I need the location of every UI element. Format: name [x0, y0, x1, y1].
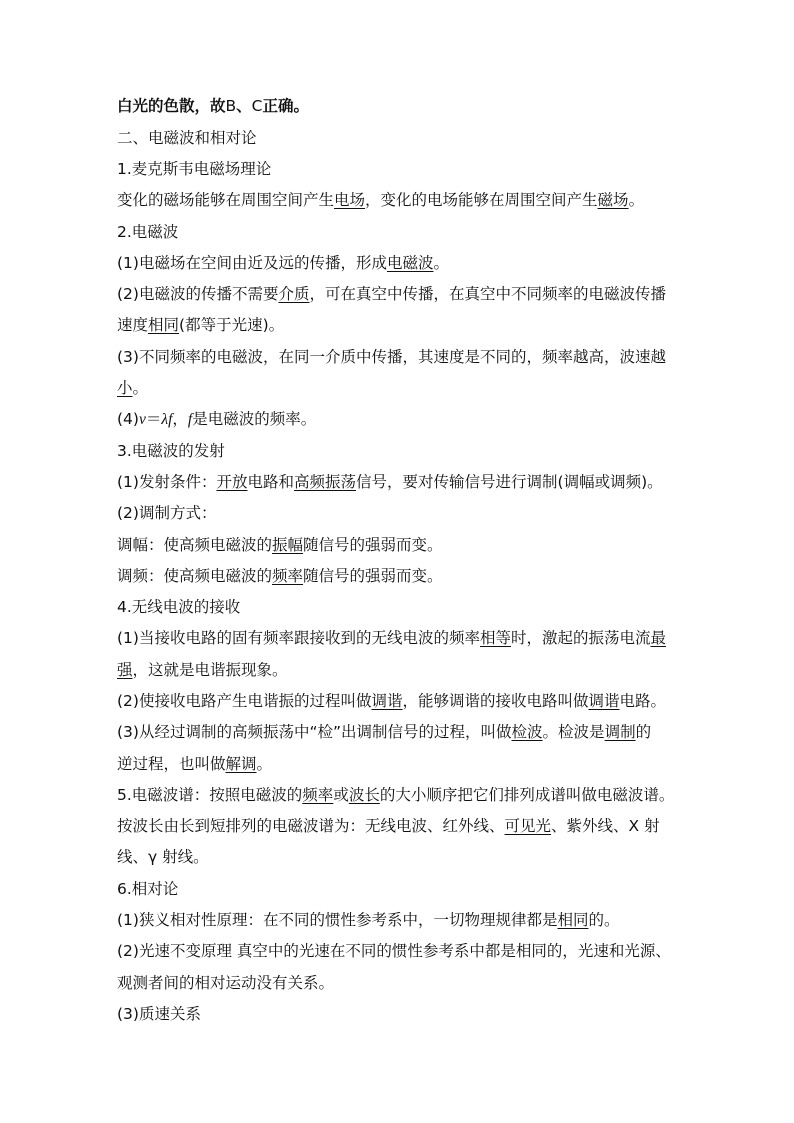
- text-line: (1)狭义相对性原理：在不同的惯性参考系中，一切物理规律都是相同的。: [117, 911, 620, 929]
- text-line: (3)质速关系: [117, 1005, 201, 1023]
- text-line: (2)使接收电路产生电谐振的过程叫做调谐，能够调谐的接收电路叫做调谐电路。: [117, 692, 667, 710]
- text-line: (2)光速不变原理 真空中的光速在不同的惯性参考系中都是相同的，光速和光源、: [117, 942, 671, 960]
- text-line: 强，这就是电谐振现象。: [117, 661, 288, 679]
- text-line: (4)v＝λf，f是电磁波的频率。: [117, 410, 317, 428]
- text-line: 5.电磁波谱：按照电磁波的频率或波长的大小顺序把它们排列成谱叫做电磁波谱。: [117, 786, 675, 804]
- text-line: 白光的色散，故B、C正确。: [117, 97, 310, 115]
- subsection-heading: 1.麦克斯韦电磁场理论: [117, 160, 272, 178]
- text-line: (2)调制方式：: [117, 504, 217, 522]
- subsection-heading: 4.无线电波的接收: [117, 598, 241, 616]
- text-line: 速度相同(都等于光速)。: [117, 316, 285, 334]
- subsection-heading: 2.电磁波: [117, 223, 179, 241]
- text-line: (1)发射条件：开放电路和高频振荡信号，要对传输信号进行调制(调幅或调频)。: [117, 473, 663, 491]
- text-line: (3)不同频率的电磁波，在同一介质中传播，其速度是不同的，频率越高，波速越: [117, 348, 666, 366]
- text-line: 调幅：使高频电磁波的振幅随信号的强弱而变。: [117, 536, 443, 554]
- text-line: (1)电磁场在空间由近及远的传播，形成电磁波。: [117, 254, 449, 272]
- text-line: 逆过程，也叫做解调。: [117, 755, 273, 773]
- text-line: 观测者间的相对运动没有关系。: [117, 974, 335, 992]
- text-line: 小。: [117, 379, 149, 397]
- section-heading: 二、电磁波和相对论: [117, 129, 257, 147]
- text-line: 变化的磁场能够在周围空间产生电场，变化的电场能够在周围空间产生磁场。: [117, 191, 645, 209]
- subsection-heading: 6.相对论: [117, 880, 179, 898]
- text-line: (1)当接收电路的固有频率跟接收到的无线电波的频率相等时，激起的振荡电流最: [117, 629, 667, 647]
- text-line: (2)电磁波的传播不需要介质，可在真空中传播，在真空中不同频率的电磁波传播: [117, 285, 666, 303]
- text-line: (3)从经过调制的高频振荡中“检”出调制信号的过程，叫做检波。检波是调制的: [117, 723, 652, 741]
- text-line: 线、γ 射线。: [117, 848, 209, 866]
- text-line: 调频：使高频电磁波的频率随信号的强弱而变。: [117, 567, 443, 585]
- subsection-heading: 3.电磁波的发射: [117, 442, 225, 460]
- text-line: 按波长由长到短排列的电磁波谱为：无线电波、红外线、可见光、紫外线、X 射: [117, 817, 660, 835]
